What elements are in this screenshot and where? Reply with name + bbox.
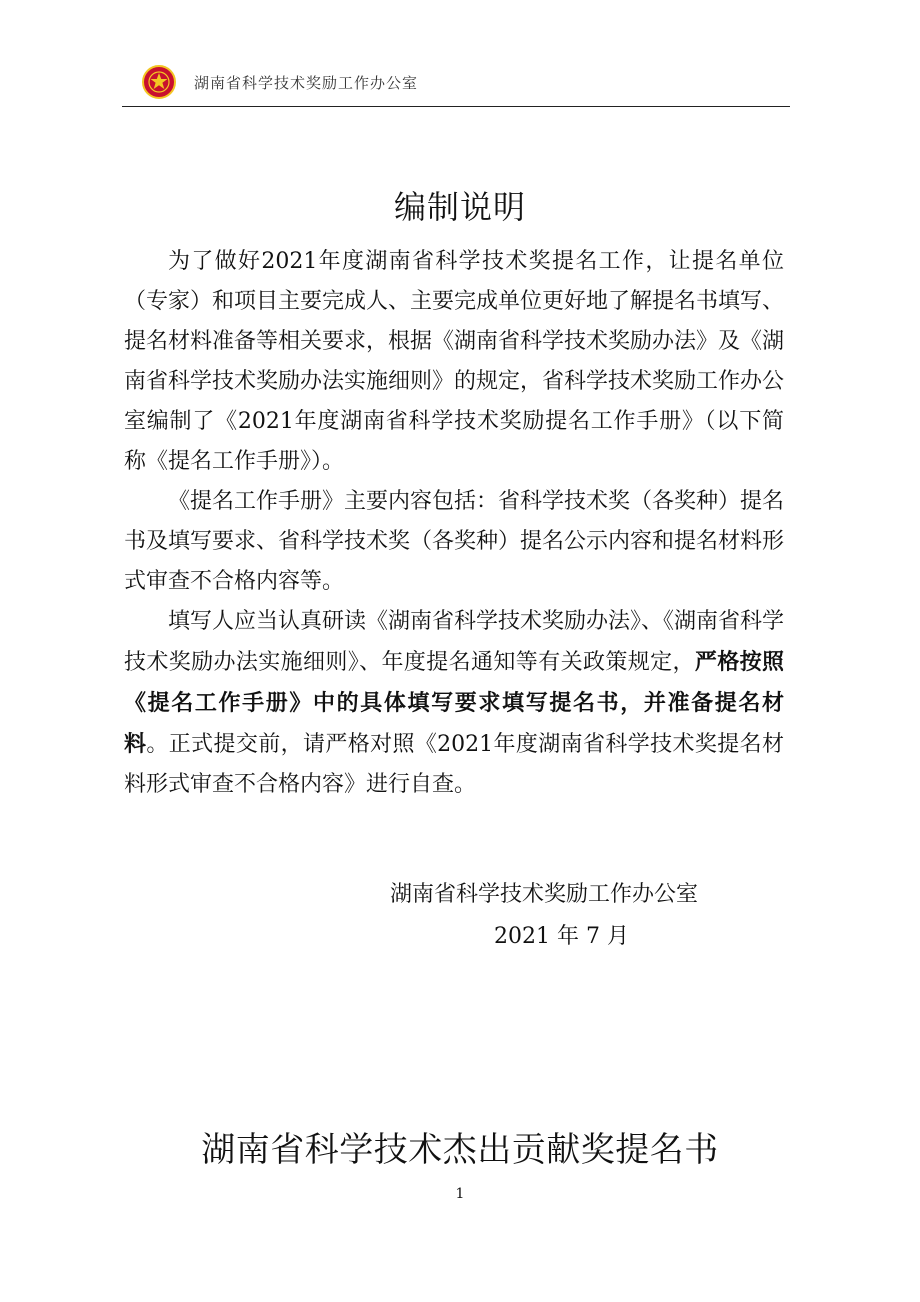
paragraph-3-emphasis: 严格按照《提名工作手册》中的具体填写要求填写提名书，并准备提名材料 xyxy=(124,649,784,757)
emblem-icon xyxy=(142,65,176,99)
header-divider xyxy=(122,106,790,107)
paragraph-3-end: 。正式提交前，请严格对照《2021年度湖南省科学技术奖提名材料形式审查不合格内容》进行自查。 xyxy=(124,732,784,797)
header-org-name: 湖南省科学技术奖励工作办公室 xyxy=(194,73,419,92)
signature-block xyxy=(390,874,698,958)
signature-org: 湖南省科学技术奖励工作办公室 xyxy=(390,882,699,907)
page-number: 1 xyxy=(455,1186,465,1202)
paragraph-3-start: 填写人应当认真研读《湖南省科学技术奖励办法》、《湖南省科学技术奖励办法实施细则》、年度提名通知等有关政策规定， xyxy=(124,609,785,675)
page-header xyxy=(142,62,418,102)
section-title: 湖南省科学技术杰出贡献奖提名书 xyxy=(201,1130,719,1170)
document-body xyxy=(124,242,784,805)
paragraph-1: 为了做好2021年度湖南省科学技术奖提名工作，让提名单位（专家）和项目主要完成人、主要完成单位更好地了解提名书填写、提名材料准备等相关要求，根据《湖南省科学技术奖励办法》及《湖南省科学技术奖励办法实施细则》的规定，省科学技术奖励工作办公室编制了《2021年度湖南省科学技术奖励提名工作手册》（以下简称《提名工作手册》）。 xyxy=(124,249,785,474)
paragraph-2: 《提名工作手册》主要内容包括：省科学技术奖（各奖种）提名书及填写要求、省科学技术奖（各奖种）提名公示内容和提名材料形式审查不合格内容等。 xyxy=(124,489,785,594)
page-title: 编制说明 xyxy=(393,188,526,226)
signature-date: 2021 年 7 月 xyxy=(494,924,629,949)
paragraph-3 xyxy=(124,602,784,805)
